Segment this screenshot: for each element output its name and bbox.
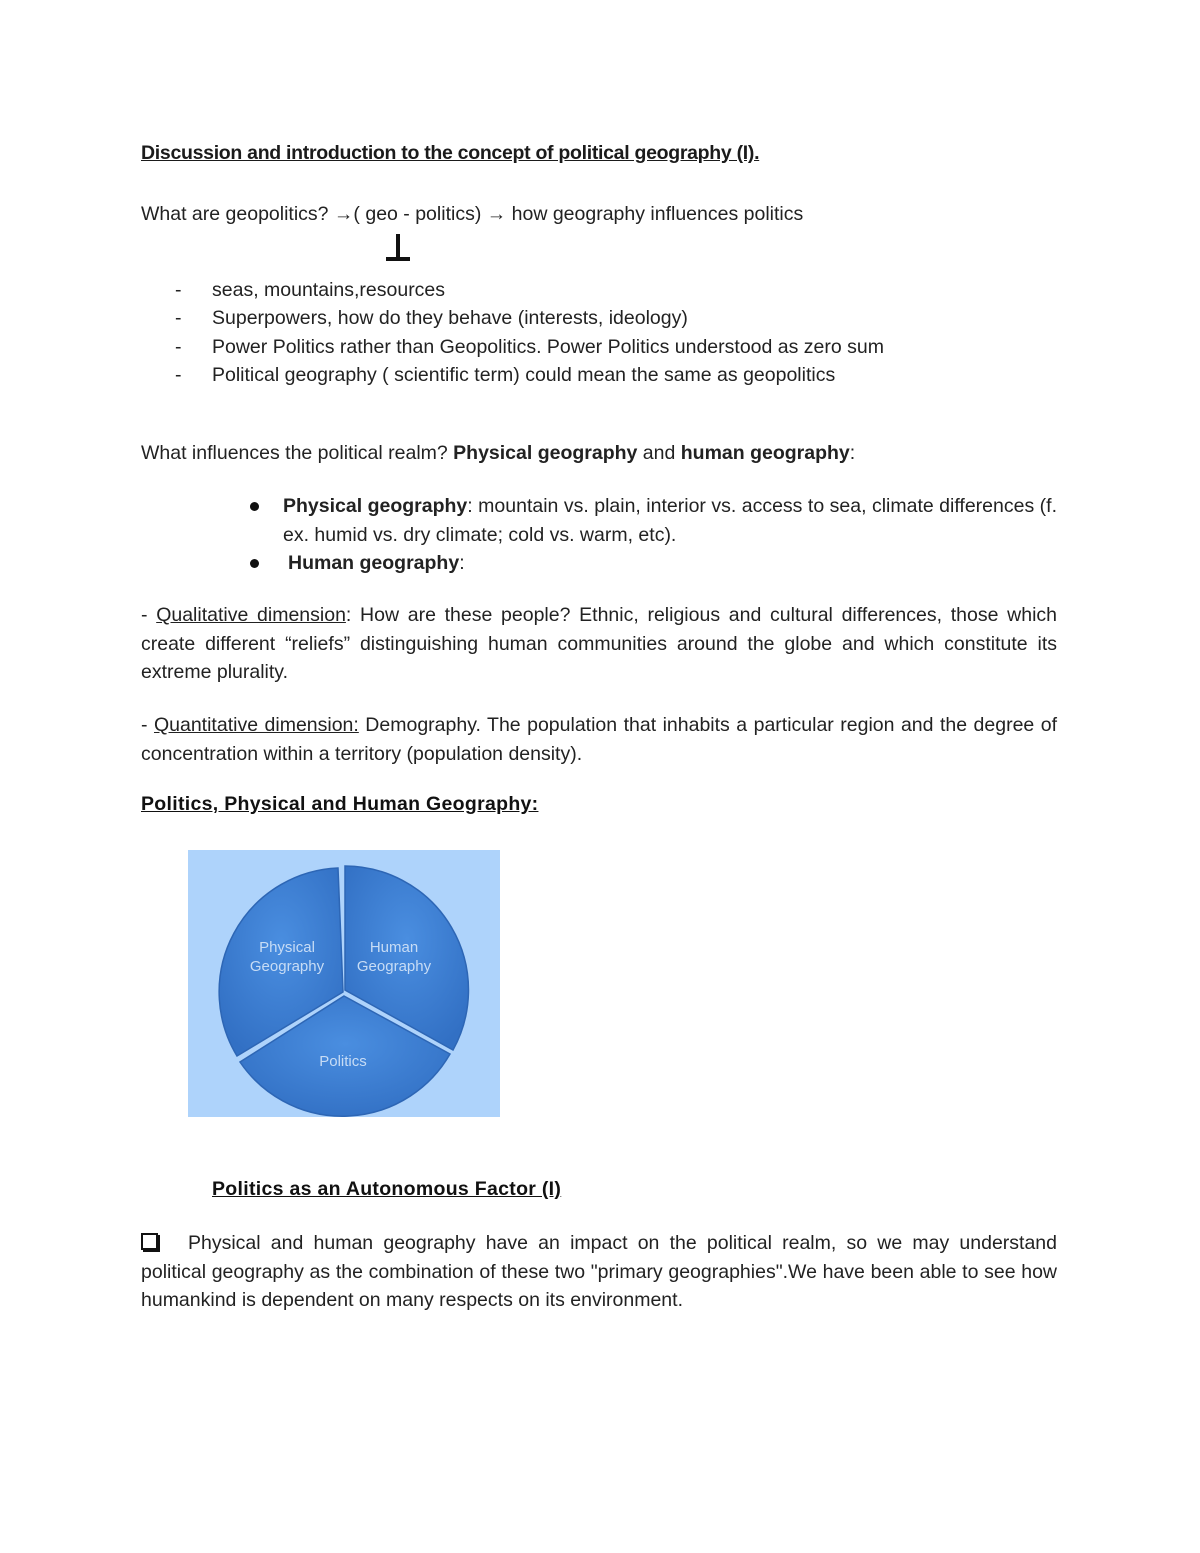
label-human-line2: Geography — [356, 958, 432, 975]
label-politics: Politics — [319, 1053, 367, 1070]
influences-physical: Physical geography — [453, 442, 638, 464]
quantitative-dash: - — [141, 714, 154, 736]
bullet-physical-label: Physical geography — [283, 495, 468, 517]
bullet-physical-text: : mountain vs. plain, interior vs. access to sea, climate differences (f. ex. humid vs. dry climate; cold vs. warm, etc). — [283, 495, 1057, 546]
influences-prefix: What influences the political realm? — [141, 442, 454, 464]
bullet-dot-icon — [250, 559, 259, 568]
list-item — [172, 304, 884, 332]
quantitative-text: Demography. The population that inhabits a particular region and the degree of concentration within a territory (population density). — [141, 714, 1058, 765]
intro-line: What are geopolitics? →( geo - politics) → how geography influences politics — [141, 203, 804, 225]
bullet-item-human — [247, 549, 1057, 578]
bullet-item-physical — [247, 492, 1057, 549]
influences-suffix: : — [849, 442, 856, 464]
dash-marker: - — [175, 279, 182, 301]
qualitative-paragraph — [141, 601, 1057, 687]
list-item — [172, 276, 884, 304]
quantitative-label: Quantitative dimension: — [153, 714, 359, 736]
bullet-list — [247, 492, 1057, 578]
qualitative-label: Qualitative dimension — [156, 604, 346, 626]
label-human-line1: Human — [369, 939, 419, 956]
bullet-dot-icon — [250, 502, 259, 511]
list-item-text: Political geography ( scientific term) could mean the same as geopolitics — [212, 363, 836, 386]
page-title: Discussion and introduction to the concept of political geography (I). — [141, 142, 760, 164]
geography-diagram — [188, 850, 500, 1117]
label-physical-line1: Physical — [259, 939, 315, 956]
list-item-text: Power Politics rather than Geopolitics. Power Politics understood as zero sum — [212, 335, 884, 358]
influences-mid: and — [637, 442, 681, 464]
diagram-svg — [188, 850, 500, 1117]
influences-line — [141, 442, 855, 465]
checkbox-bullet-icon — [141, 1233, 158, 1250]
label-physical-line2: Geography — [249, 958, 325, 975]
final-paragraph-text: Physical and human geography have an impact on the political realm, so we may understand political geography as the combination of these two "primary geographies".We have been able to see how humankind is dependent on many respects on its environment. — [141, 1232, 1057, 1311]
dash-marker: - — [175, 335, 182, 358]
dash-list — [172, 276, 884, 389]
autonomous-heading: Politics as an Autonomous Factor (I) — [212, 1178, 562, 1200]
section-heading: Politics, Physical and Human Geography: — [141, 793, 539, 815]
list-item — [172, 361, 884, 389]
list-item-text: seas, mountains,resources — [212, 279, 446, 301]
bullet-human-text: : — [459, 552, 465, 574]
list-item — [172, 333, 884, 361]
dash-marker: - — [175, 307, 182, 330]
quantitative-paragraph — [141, 711, 1057, 768]
final-paragraph — [141, 1229, 1057, 1315]
qualitative-dash: - — [141, 604, 157, 626]
bullet-human-label: Human geography — [288, 552, 460, 574]
down-arrow-icon — [383, 232, 413, 266]
influences-human: human geography — [680, 442, 850, 464]
qualitative-text: : How are these people? Ethnic, religious and cultural differences, those which create different “reliefs” distinguishing human communities around the globe and which constitute its extreme plurality. — [141, 604, 1057, 683]
dash-marker: - — [175, 363, 182, 386]
list-item-text: Superpowers, how do they behave (interests, ideology) — [212, 307, 688, 330]
